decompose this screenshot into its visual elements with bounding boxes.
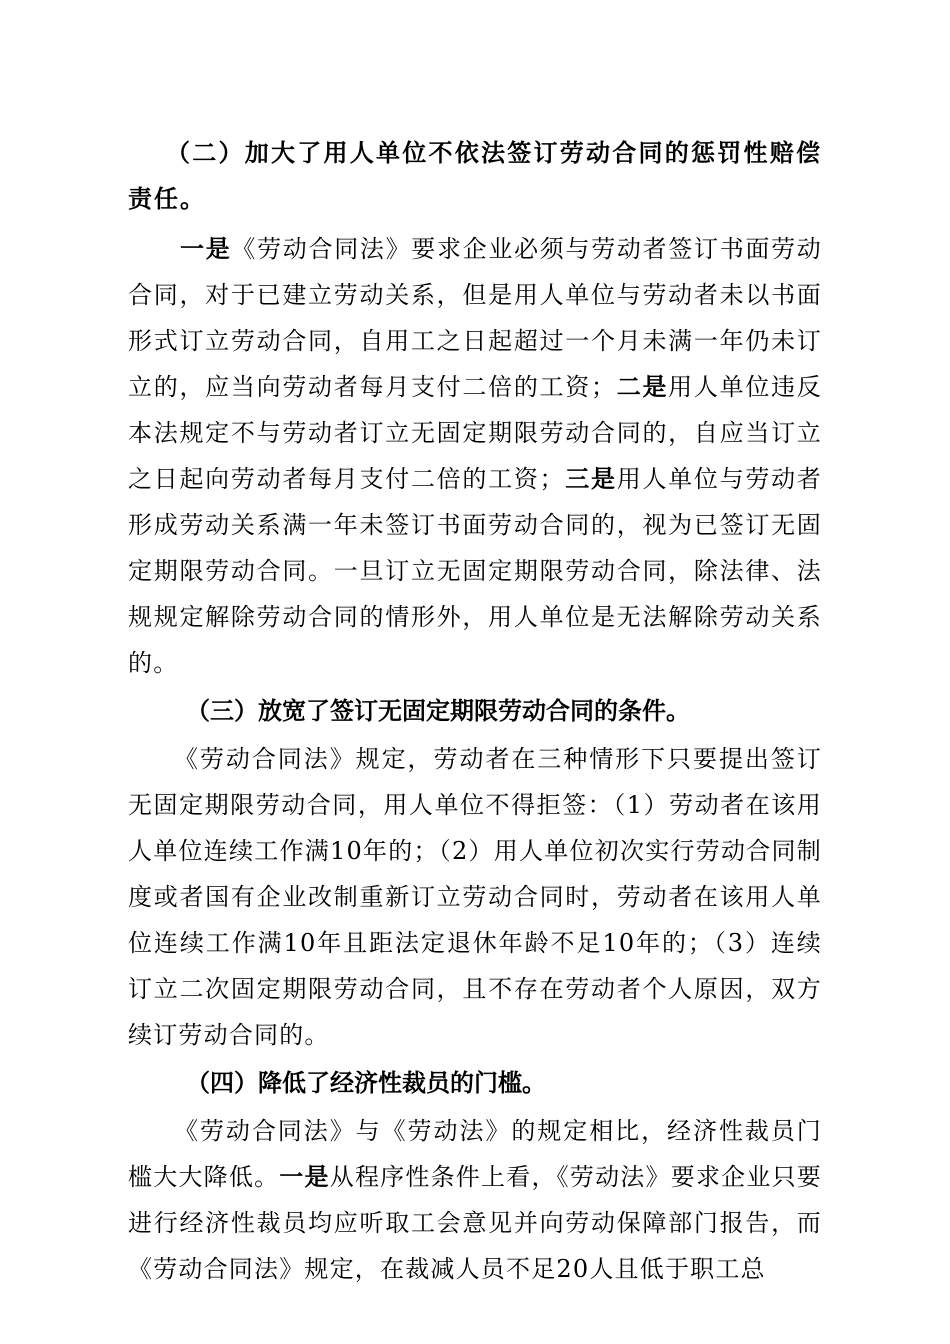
section-2-paragraph [128,226,822,686]
item-1-marker: 一是 [180,234,232,263]
section-2-heading: （二）加大了用人单位不依法签订劳动合同的惩罚性赔偿责任。 [128,138,822,213]
item-3-text: 用人单位与劳动者形成劳动关系满一年未签订书面劳动合同的，视为已签订无固定期限劳动合同。一旦订立无固定期限劳动合同，除法律、法规规定解除劳动合同的情形外，用人单位是无法解除劳动关系的。 [128,465,822,677]
section-3-paragraph: 《劳动合同法》规定，劳动者在三种情形下只要提出签订无固定期限劳动合同，用人单位不得拒签：（1）劳动者在该用人单位连续工作满10年的；（2）用人单位初次实行劳动合同制度或者国有企业改制重新订立劳动合同时，劳动者在该用人单位连续工作满10年且距法定退休年龄不足10年的；（3）连续订立二次固定期限劳动合同，且不存在劳动者个人原因，双方续订劳动合同的。 [128,745,822,1049]
section-3-heading: （三）放宽了签订无固定期限劳动合同的条件。 [186,696,690,725]
item-1-text: 《劳动合同法》要求企业必须与劳动者签订书面劳动合同，对于已建立劳动关系，但是用人单位与劳动者未以书面形式订立劳动合同，自用工之日起超过一个月未满一年仍未订立的，应当向劳动者每月支付二倍的工资； [128,235,822,401]
document-page [128,130,822,1292]
section-4-intro-text: 《劳动合同法》与《劳动法》的规定相比，经济性裁员门槛大大降低。 [128,1117,822,1191]
item-2-marker: 二是 [616,372,669,401]
section-4-item-1-marker: 一是 [279,1162,330,1191]
section-4-paragraph [128,1108,822,1292]
item-2-text: 用人单位违反本法规定不与劳动者订立无固定期限劳动合同的，自应当订立之日起向劳动者每月支付二倍的工资； [128,373,822,493]
item-3-marker: 三是 [564,464,617,493]
section-4-heading: （四）降低了经济性裁员的门槛。 [186,1068,546,1097]
section-4-item-1-text: 从程序性条件上看，《劳动法》要求企业只要进行经济性裁员均应听取工会意见并向劳动保障部门报告，而《劳动合同法》规定，在裁减人员不足20人且低于职工总 [128,1163,823,1283]
